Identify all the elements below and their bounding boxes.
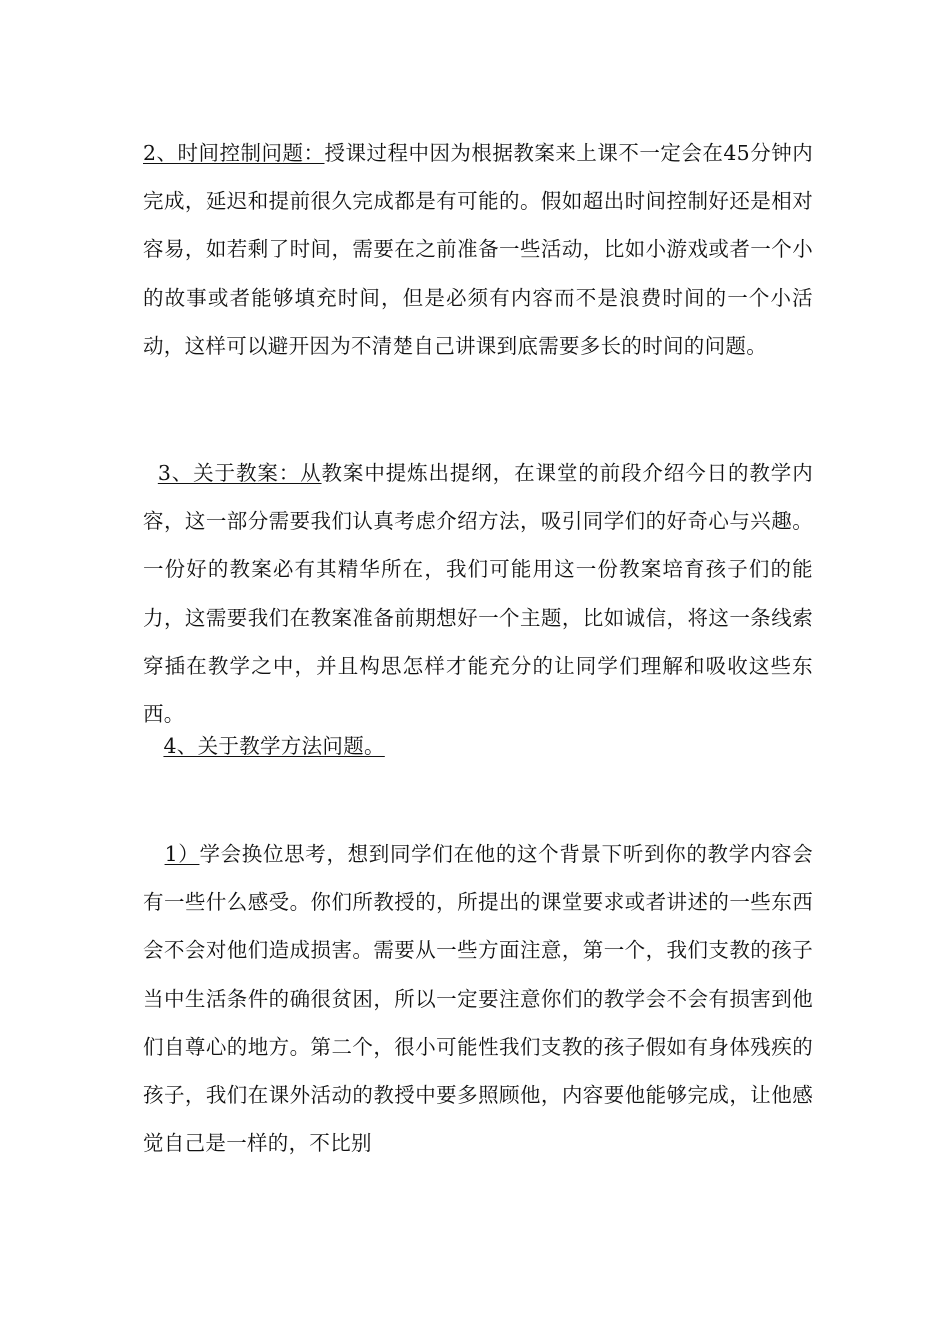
marker-item-1: 1） bbox=[164, 842, 200, 866]
indent-lesson-plan bbox=[143, 461, 158, 485]
body-lesson-plan: 教案中提炼出提纲，在课堂的前段介绍今日的教学内容，这一部分需要我们认真考虑介绍方法，吸引同学们的好奇心与兴趣。一份好的教案必有其精华所在，我们可能用这一份教案培育孩子们的能力，这需要我们在教案准备前期想好一个主题，比如诚信，将这一条线索穿插在教学之中，并且构思怎样才能充分的让同学们理解和吸收这些东西。 bbox=[143, 461, 813, 727]
heading-time-control: 2、时间控制问题： bbox=[143, 141, 325, 165]
paragraph-lesson-plan bbox=[143, 449, 813, 738]
paragraph-time-control bbox=[143, 129, 813, 370]
indent-item-1 bbox=[143, 842, 165, 866]
paragraph-item-1 bbox=[143, 830, 813, 1167]
paragraph-teaching-method bbox=[143, 722, 813, 770]
body-item-1: 学会换位思考，想到同学们在他的这个背景下听到你的教学内容会有一些什么感受。你们所教授的，所提出的课堂要求或者讲述的一些东西会不会对他们造成损害。需要从一些方面注意，第一个，我们支教的孩子当中生活条件的确很贫困，所以一定要注意你们的教学会不会有损害到他们自尊心的地方。第二个，很小可能性我们支教的孩子假如有身体残疾的孩子，我们在课外活动的教授中要多照顾他，内容要他能够完成，让他感觉自己是一样的，不比别 bbox=[143, 842, 813, 1156]
body-time-control: 授课过程中因为根据教案来上课不一定会在45分钟内完成，延迟和提前很久完成都是有可能的。假如超出时间控制好还是相对容易，如若剩了时间，需要在之前准备一些活动，比如小游戏或者一个小的故事或者能够填充时间，但是必须有内容而不是浪费时间的一个小活动，这样可以避开因为不清楚自己讲课到底需要多长的时间的问题。 bbox=[143, 141, 813, 358]
indent-teaching-method bbox=[143, 734, 163, 758]
heading-lesson-plan: 3、关于教案：从 bbox=[157, 461, 322, 485]
heading-teaching-method: 4、关于教学方法问题。 bbox=[163, 734, 385, 758]
